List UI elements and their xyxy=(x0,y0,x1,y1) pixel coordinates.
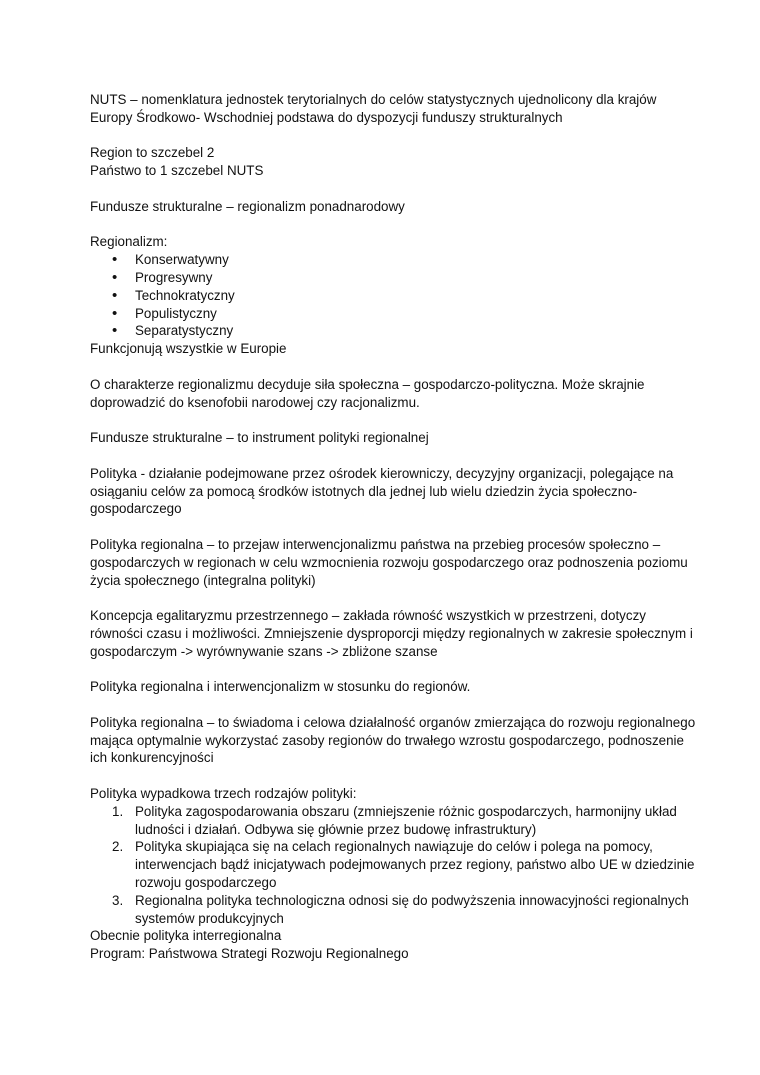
panstwo-level-line: Państwo to 1 szczebel NUTS xyxy=(90,163,264,179)
polityka-regionalna-definition-2: Polityka regionalna – to świadoma i celowa działalność organów zmierzająca do rozwoju regionalnego mająca optymalnie wykorzystać zasoby regionów do trwałego wzrostu gospodarczego, podnoszenie ich konkurencyjności xyxy=(90,714,696,766)
regionalizm-heading: Regionalizm: xyxy=(90,234,168,250)
charakter-paragraph: O charakterze regionalizmu decyduje siła społeczna – gospodarczo-polityczna. Może skrajnie doprowadzić do ksenofobii narodowej czy racjonalizmu. xyxy=(90,376,645,410)
program-line: Program: Państwowa Strategi Rozwoju Regionalnego xyxy=(90,946,409,962)
region-level-line: Region to szczebel 2 xyxy=(90,145,215,161)
regionalizm-list xyxy=(90,251,700,340)
list-item xyxy=(90,892,700,928)
fundusze-regionalizm: Fundusze strukturalne – regionalizm ponadnarodowy xyxy=(90,198,405,214)
list-number: 2. xyxy=(112,839,124,855)
list-item: • Populistyczny xyxy=(90,305,700,323)
wypadkowa-heading: Polityka wypadkowa trzech rodzajów polityki: xyxy=(90,786,357,802)
list-number: 3. xyxy=(112,892,124,908)
funkcjonuja-note: Funkcjonują wszystkie w Europie xyxy=(90,341,287,357)
wypadkowa-list xyxy=(90,803,700,928)
list-number: 1. xyxy=(112,803,124,819)
polityka-interwencjonalizm: Polityka regionalna i interwencjonalizm w stosunku do regionów. xyxy=(90,679,471,695)
nuts-definition: NUTS – nomenklatura jednostek terytorialnych do celów statystycznych ujednolicony dla krajów Europy Środkowo- Wschodniej podstawa do dyspozycji funduszy strukturalnych xyxy=(90,92,657,125)
list-item xyxy=(90,803,700,839)
polityka-definition: Polityka - działanie podejmowane przez ośrodek kierowniczy, decyzyjny organizacji, polegające na osiąganiu celów za pomocą środków istotnych dla jednej lub wielu dziedzin życia społeczno-gospodarczego xyxy=(90,465,674,517)
polityka-regionalna-definition-1: Polityka regionalna – to przejaw interwencjonalizmu państwa na przebieg procesów społeczno – gospodarczych w regionach w celu wzmocnienia rozwoju gospodarczego oraz podnoszenia poziomu życia społecznego (integralna polityki) xyxy=(90,536,688,588)
list-text: Polityka zagospodarowania obszaru (zmniejszenie różnic gospodarczych, harmonijny układ ludności i działań. Odbywa się głównie przez budowę infrastruktury) xyxy=(135,803,677,837)
koncepcja-paragraph: Koncepcja egalitaryzmu przestrzennego – zakłada równość wszystkich w przestrzeni, dotyczy równości czasu i możliwości. Zmniejszenie dysproporcji między regionalnych w zakresie społecznym i gospodarczym -> wyrównywanie szans -> zbliżone szanse xyxy=(90,608,693,659)
obecnie-line: Obecnie polityka interregionalna xyxy=(90,928,282,944)
list-text: Polityka skupiająca się na celach regionalnych nawiązuje do celów i polega na pomocy, interwencjach bądź inicjatywach podejmowanych przez regiony, państwo albo UE w dziedzinie rozwoju gospodarczego xyxy=(135,839,695,891)
fundusze-instrument: Fundusze strukturalne – to instrument polityki regionalnej xyxy=(90,430,429,446)
list-item: • Progresywny xyxy=(90,269,700,287)
list-item: • Konserwatywny xyxy=(90,251,700,269)
list-item: • Technokratyczny xyxy=(90,287,700,305)
list-item: • Separatystyczny xyxy=(90,322,700,340)
list-item xyxy=(90,838,700,891)
region-levels xyxy=(90,144,700,180)
list-text: Regionalna polityka technologiczna odnosi się do podwyższenia innowacyjności regionalnych systemów produkcyjnych xyxy=(135,892,689,926)
